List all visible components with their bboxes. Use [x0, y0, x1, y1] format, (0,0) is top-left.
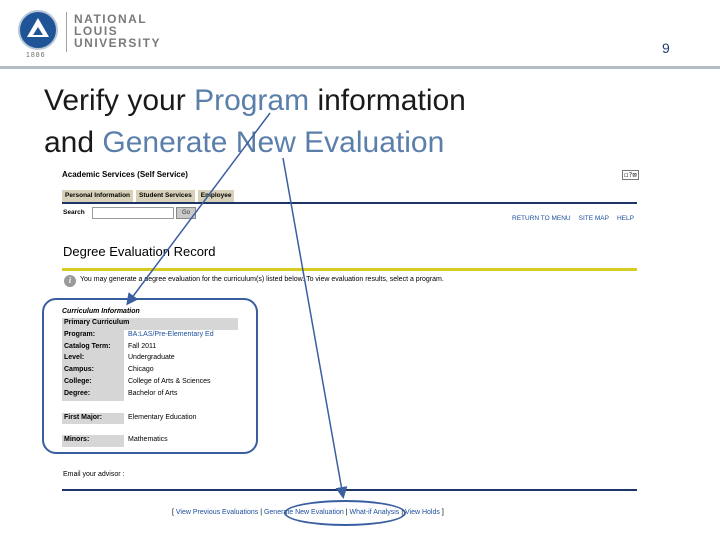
bracket: [	[172, 509, 176, 516]
program-link[interactable]: BA:LAS/Pre-Elementary Ed	[128, 330, 214, 338]
title-text: and	[44, 126, 103, 159]
arrow-to-generate-evaluation	[283, 158, 343, 496]
separator: |	[343, 509, 350, 516]
tab-employee[interactable]: Employee	[198, 190, 235, 202]
help-link[interactable]: HELP	[616, 215, 634, 222]
tab-student-services[interactable]: Student Services	[136, 190, 195, 202]
curriculum-label: Level:	[62, 353, 124, 365]
title-highlight-generate: Generate New Evaluation	[102, 126, 445, 159]
arrow-to-curriculum	[128, 113, 270, 303]
separator: |	[399, 509, 405, 516]
curriculum-label: Catalog Term:	[62, 342, 124, 354]
info-icon: i	[64, 275, 76, 287]
page-number: 9	[662, 40, 670, 56]
search-go-button[interactable]: Go	[176, 207, 196, 219]
curriculum-value: College of Arts & Sciences	[128, 377, 211, 385]
separator: |	[258, 509, 264, 516]
wordmark-line-2: LOUIS	[74, 24, 119, 38]
bracket: ]	[439, 509, 444, 516]
return-to-menu-link[interactable]: RETURN TO MENU	[512, 215, 571, 222]
curriculum-value: Mathematics	[128, 436, 168, 444]
wordmark-line-1: NATIONAL	[74, 12, 148, 26]
view-previous-evaluations-link[interactable]: View Previous Evaluations	[175, 509, 259, 516]
curriculum-info-title: Curriculum Information	[62, 308, 140, 315]
view-holds-link[interactable]: View Holds	[404, 509, 440, 516]
info-message: You may generate a degree evaluation for the curriculum(s) listed below. To view evaluation results, select a program.	[80, 276, 444, 283]
logo-year: 1886	[26, 52, 46, 59]
curriculum-value: Chicago	[128, 366, 154, 374]
curriculum-label: Minors:	[62, 435, 124, 447]
what-if-analysis-link[interactable]: What-if Analysis	[349, 509, 400, 516]
curriculum-label: First Major:	[62, 413, 124, 425]
site-map-link[interactable]: SITE MAP	[578, 215, 609, 222]
curriculum-value: Fall 2011	[128, 342, 157, 350]
primary-curriculum-header: Primary Curriculum	[62, 318, 238, 330]
curriculum-value: Elementary Education	[128, 413, 197, 421]
title-highlight-program: Program	[194, 84, 310, 117]
app-title: Academic Services (Self Service)	[62, 170, 188, 179]
curriculum-value: Undergraduate	[128, 354, 175, 362]
title-text: Verify your	[44, 84, 195, 117]
window-controls-icon[interactable]: ◻?⊠	[624, 171, 637, 179]
title-text: information	[309, 84, 466, 117]
curriculum-value: Bachelor of Arts	[128, 389, 178, 397]
curriculum-label: Degree:	[62, 389, 124, 401]
generate-new-evaluation-link[interactable]: Generate New Evaluation	[263, 509, 344, 516]
email-advisor-label: Email your advisor :	[63, 471, 125, 478]
curriculum-label: Campus:	[62, 365, 124, 377]
wordmark-line-3: UNIVERSITY	[74, 36, 162, 50]
search-label: Search	[63, 209, 85, 216]
page-heading: Degree Evaluation Record	[63, 244, 216, 259]
curriculum-label: Program:	[62, 330, 124, 342]
curriculum-label: College:	[62, 377, 124, 389]
tab-personal-information[interactable]: Personal Information	[62, 190, 133, 202]
